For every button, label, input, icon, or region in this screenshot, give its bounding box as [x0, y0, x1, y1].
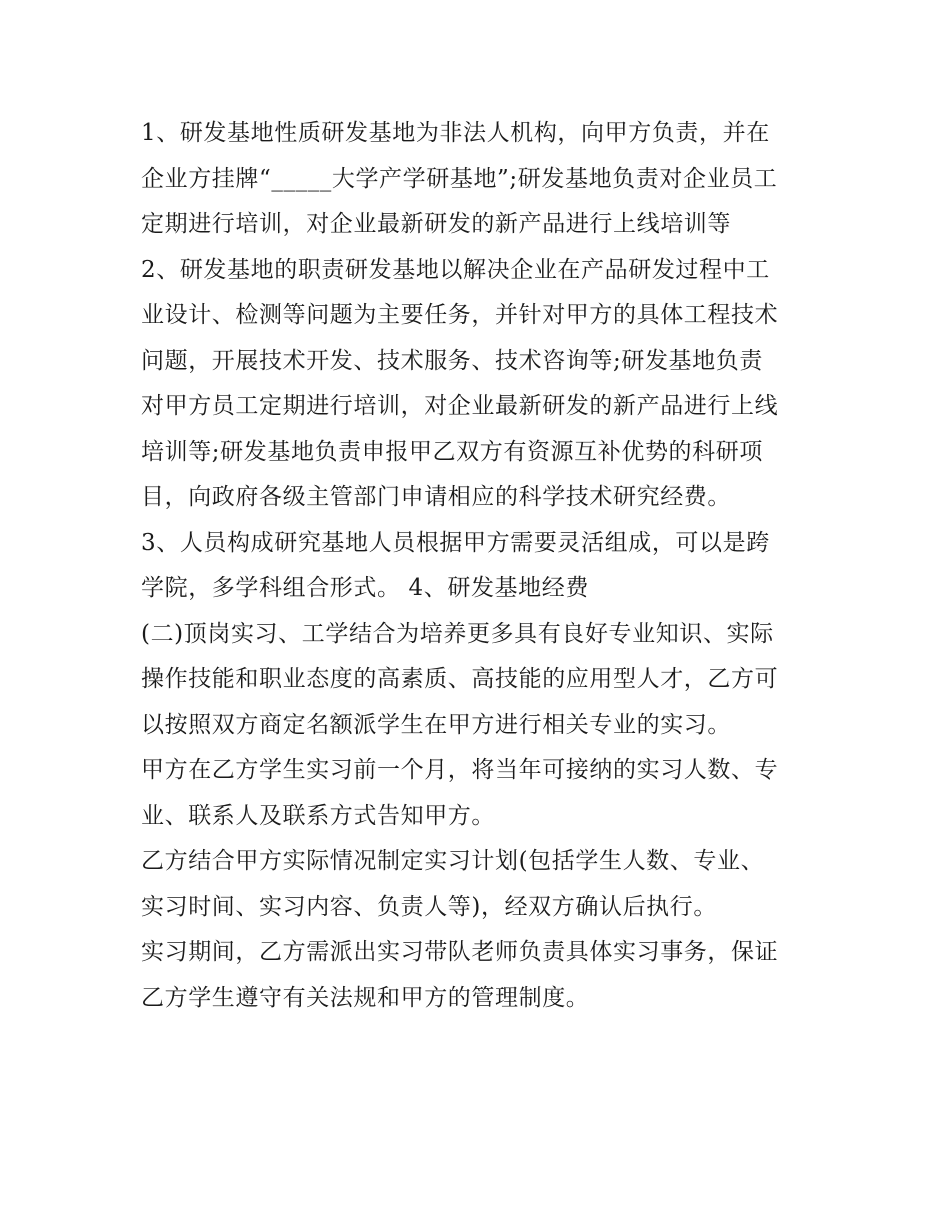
paragraph-line: 3、人员构成研究基地人员根据甲方需要灵活组成，可以是跨 [141, 529, 770, 556]
paragraph-2 [141, 248, 821, 521]
paragraph-line: 培训等;研发基地负责申报甲乙双方有资源互补优势的科研项 [141, 438, 763, 465]
document-body [141, 111, 821, 1021]
paragraph-line: 业设计、检测等问题为主要任务，并针对甲方的具体工程技术 [141, 302, 779, 328]
paragraph-line: 实习时间、实习内容、负责人等)，经双方确认后执行。 [141, 893, 717, 920]
paragraph-line: 问题，开展技术开发、技术服务、技术咨询等;研发基地负责 [141, 347, 763, 374]
paragraph-line: 乙方学生遵守有关法规和甲方的管理制度。 [141, 984, 590, 1011]
paragraph-line: 对甲方员工定期进行培训，对企业最新研发的新产品进行上线 [141, 393, 779, 419]
paragraph-4 [141, 612, 821, 749]
paragraph-line: 学院，多学科组合形式。 4、研发基地经费 [141, 575, 589, 601]
paragraph-line: 定期进行培训，对企业最新研发的新产品进行上线培训等 [141, 211, 731, 237]
paragraph-6 [141, 839, 821, 930]
paragraph-line: (二)顶岗实习、工学结合为培养更多具有良好专业知识、实际 [141, 620, 774, 647]
paragraph-line: 甲方在乙方学生实习前一个月，将当年可接纳的实习人数、专 [141, 757, 779, 783]
paragraph-5 [141, 748, 821, 839]
paragraph-line: 目，向政府各级主管部门申请相应的科学技术研究经费。 [141, 484, 731, 510]
paragraph-line: 1、研发基地性质研发基地为非法人机构，向甲方负责，并在 [141, 120, 770, 146]
paragraph-line: 操作技能和职业态度的高素质、高技能的应用型人才，乙方可 [141, 666, 779, 692]
paragraph-3 [141, 521, 821, 612]
paragraph-line: 以按照双方商定名额派学生在甲方进行相关专业的实习。 [141, 711, 731, 738]
paragraph-line: 2、研发基地的职责研发基地以解决企业在产品研发过程中工 [141, 256, 770, 283]
paragraph-line: 企业方挂牌“_____大学产学研基地”;研发基地负责对企业员工 [141, 165, 778, 192]
paragraph-1 [141, 111, 821, 248]
paragraph-7 [141, 930, 821, 1021]
paragraph-line: 乙方结合甲方实际情况制定实习计划(包括学生人数、专业、 [141, 848, 765, 874]
paragraph-line: 业、联系人及联系方式告知甲方。 [141, 802, 495, 829]
paragraph-line: 实习期间，乙方需派出实习带队老师负责具体实习事务，保证 [141, 939, 779, 965]
